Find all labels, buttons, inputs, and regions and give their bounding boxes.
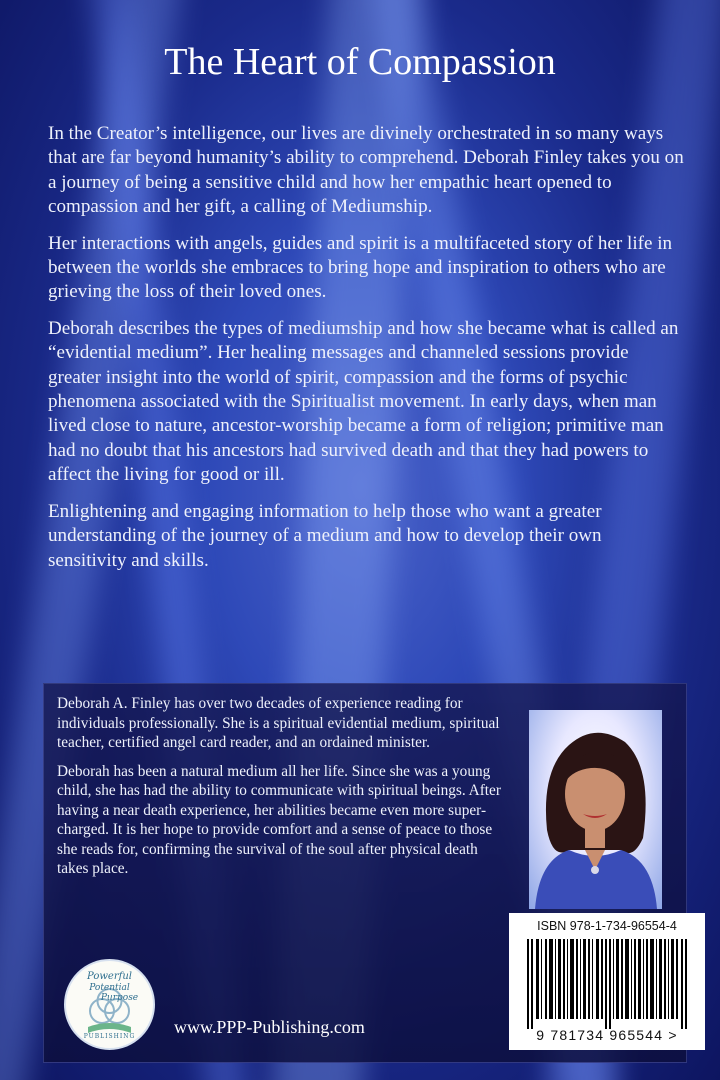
- author-bio: [57, 694, 512, 888]
- description-paragraph: In the Creator’s intelligence, our lives are divinely orchestrated in so many ways that are far beyond humanity’s ability to comprehend. Deborah Finley takes you on a journey of being a sensitive child and how her empathic heart opened to compassion and her gift, a calling of Mediumship.: [48, 123, 684, 218]
- bio-paragraph: Deborah has been a natural medium all her life. Since she was a young child, she has had the ability to communicate with spiritual beings. After having a near death experience, her abilities became even more super-charged. It is her hope to provide comfort and a sense of peace to those she reads for, confirming the survival of the soul after physical death takes place.: [57, 762, 501, 877]
- isbn-label: ISBN 978-1-734-96554-4: [537, 919, 677, 933]
- author-photo: [529, 710, 662, 909]
- logo-word-publishing: PUBLISHING: [83, 1033, 136, 1040]
- bio-paragraph: Deborah A. Finley has over two decades of experience reading for individuals professionally. She is a spiritual evidential medium, spiritual teacher, certified angel card reader, and an ordained minister.: [57, 695, 500, 751]
- description-paragraph: Enlightening and engaging information to help those who want a greater understanding of the journey of a medium and how to develop their own sensitivity and skills.: [48, 500, 602, 571]
- isbn-barcode: [509, 913, 705, 1050]
- logo-word-purpose: Purpose: [100, 993, 139, 1003]
- publisher-url: www.PPP-Publishing.com: [174, 1017, 365, 1037]
- author-portrait-icon: [529, 710, 662, 909]
- barcode-icon: [521, 939, 695, 1029]
- book-title: The Heart of Compassion: [164, 41, 556, 83]
- description-paragraph: Deborah describes the types of mediumship and how she became what is called an “evidential medium”. Her healing messages and channeled sessions provide greater insight into the world of spirit, compassion and the forms of psychic phenomena associated with the Spiritualist movement. In early days, when man lived close to nature, ancestor-worship became a form of religion; primitive man had no doubt that his ancestors had survived death and that they had powers to affect the living for good or ill.: [48, 317, 679, 486]
- logo-word-powerful: Powerful: [87, 971, 132, 982]
- logo-word-potential: Potential: [89, 983, 130, 993]
- barcode-digits: 9 781734 965544 >: [536, 1027, 678, 1043]
- book-description: [48, 122, 684, 585]
- description-paragraph: Her interactions with angels, guides and spirit is a multifaceted story of her life in between the worlds she embraces to bring hope and inspiration to others who are grieving the loss of their loved ones.: [48, 232, 673, 303]
- publisher-logo: [64, 959, 155, 1050]
